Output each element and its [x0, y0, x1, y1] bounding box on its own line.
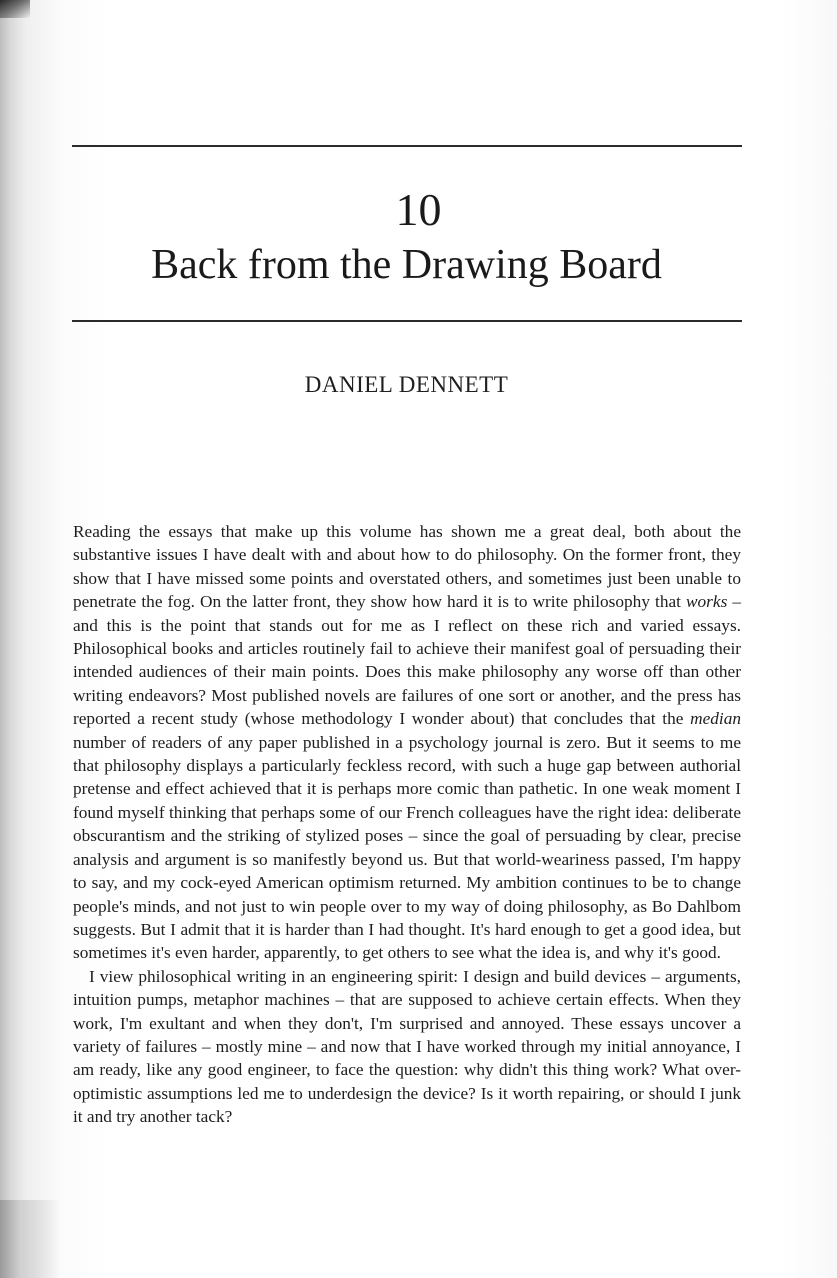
top-rule: [72, 145, 742, 147]
bottom-rule: [72, 320, 742, 322]
page-gutter-shadow: [0, 1200, 60, 1278]
chapter-author: DANIEL DENNETT: [304, 372, 509, 397]
emphasis-median: median: [690, 709, 741, 729]
paragraph-1: [73, 520, 741, 965]
emphasis-works: works: [686, 592, 728, 612]
page-corner-shadow: [0, 0, 30, 18]
paragraph-2-text: I view philosophical writing in an engineering spirit: I design and build devices – arguments, intuition pumps, metaphor machines – that are supposed to achieve certain effects. When they work, I'm exultant and when they don't, I'm surprised and annoyed. These essays uncover a variety of failures – mostly mine – and now that I have worked through my initial annoyance, I am ready, like any good engineer, to face the question: why didn't this thing work? What over-optimistic assumptions led me to underdesign the device? Is it worth repairing, or should I junk it and try another tack?: [73, 966, 741, 1127]
paragraph-1-text: Reading the essays that make up this volume has shown me a great deal, both about the substantive issues I have dealt with and about how to do philosophy. On the former front, they show that I have missed some points and overstated others, and sometimes just been unable to penetrate the fog. On the latter front, they show how hard it is to write philosophy that: [73, 522, 741, 612]
paragraph-1-text: – and this is the point that stands out for me as I reflect on these rich and varied essays. Philosophical books and articles routinely fail to achieve their manifest goal of persuading their intended audiences of their main points. Does this make philosophy any worse off than other writing endeavors? Most published novels are failures of one sort or another, and the press has reported a recent study (whose methodology I wonder about) that concludes that the: [73, 592, 741, 729]
body-text: [73, 520, 741, 1129]
chapter-title: Back from the Drawing Board: [151, 242, 662, 288]
paragraph-2: [73, 965, 741, 1129]
paragraph-1-text: number of readers of any paper published in a psychology journal is zero. But it seems to me that philosophy displays a particularly feckless record, with such a huge gap between authorial pretense and effect achieved that it is perhaps more comic than pathetic. In one weak moment I found myself thinking that perhaps some of our French colleagues have the right idea: deliberate obscurantism and the striking of stylized poses – since the goal of persuading by clear, precise analysis and argument is so manifestly beyond us. But that world-weariness passed, I'm happy to say, and my cock-eyed American optimism returned. My ambition continues to be to change people's minds, and not just to win people over to my way of doing philosophy, as Bo Dahlbom suggests. But I admit that it is harder than I had thought. It's hard enough to get a good idea, but sometimes it's even harder, apparently, to get others to see what the idea is, and why it's good.: [73, 732, 742, 963]
chapter-number: 10: [395, 184, 442, 235]
